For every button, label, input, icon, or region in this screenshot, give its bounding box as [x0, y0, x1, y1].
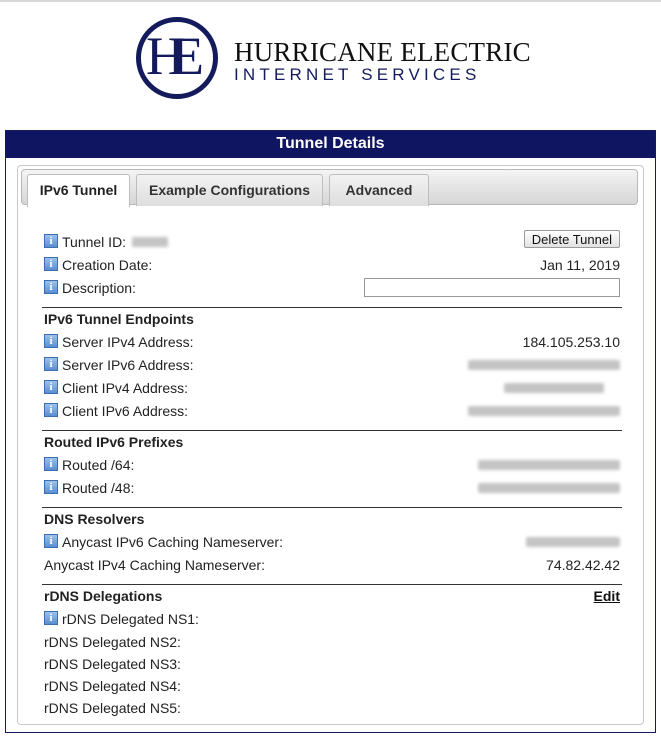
hurricane-electric-logo	[136, 17, 536, 107]
rdns-ns3-row	[44, 654, 620, 674]
tab-container	[17, 165, 644, 725]
info-icon[interactable]: i	[44, 334, 58, 348]
info-icon[interactable]: i	[44, 534, 58, 548]
server-ipv6-label: Server IPv6 Address:	[62, 357, 194, 373]
info-icon[interactable]: i	[44, 234, 58, 248]
rdns-ns4-label: rDNS Delegated NS4:	[44, 678, 181, 694]
routed-64-value-redacted	[478, 460, 620, 470]
logo-monogram: HE	[146, 26, 190, 86]
panel-title: Tunnel Details	[6, 131, 655, 158]
tunnel-details-panel	[5, 130, 656, 733]
rdns-ns2-label: rDNS Delegated NS2:	[44, 634, 181, 650]
delete-tunnel-button[interactable]: Delete Tunnel	[524, 230, 620, 248]
description-row	[44, 278, 620, 298]
rdns-ns5-label: rDNS Delegated NS5:	[44, 700, 181, 716]
anycast-ipv4-row	[44, 555, 620, 575]
tunnel-id-label: Tunnel ID:	[62, 234, 127, 250]
creation-date-label: Creation Date:	[62, 257, 153, 273]
rdns-ns2-row	[44, 632, 620, 652]
server-ipv4-label: Server IPv4 Address:	[62, 334, 194, 350]
rdns-edit-link[interactable]: Edit	[593, 588, 620, 604]
anycast-ipv6-value-redacted	[526, 537, 620, 547]
creation-date-value: Jan 11, 2019	[540, 257, 620, 273]
client-ipv6-row	[44, 401, 620, 421]
routed-48-label: Routed /48:	[62, 480, 135, 496]
client-ipv4-row	[44, 378, 620, 398]
server-ipv6-row	[44, 355, 620, 375]
top-border	[0, 0, 661, 2]
routed-64-row	[44, 455, 620, 475]
info-icon[interactable]: i	[44, 357, 58, 371]
rdns-heading-label: rDNS Delegations	[44, 588, 163, 604]
info-icon[interactable]: i	[44, 457, 58, 471]
rdns-heading	[44, 587, 620, 605]
section-divider	[42, 584, 622, 585]
section-divider	[42, 307, 622, 308]
dns-resolvers-heading: DNS Resolvers	[44, 511, 145, 527]
tab-example-configurations[interactable]: Example Configurations	[136, 174, 323, 206]
section-divider	[42, 430, 622, 431]
server-ipv4-value: 184.105.253.10	[522, 334, 620, 350]
routed-prefixes-heading: Routed IPv6 Prefixes	[44, 434, 184, 450]
anycast-ipv4-label: Anycast IPv4 Caching Nameserver:	[44, 557, 265, 573]
info-icon[interactable]: i	[44, 480, 58, 494]
routed-48-row	[44, 478, 620, 498]
routed-64-label: Routed /64:	[62, 457, 135, 473]
creation-date-row	[44, 255, 620, 275]
rdns-ns5-row	[44, 698, 620, 718]
tunnel-id-value-redacted	[132, 237, 168, 247]
tunnel-id-row	[44, 232, 620, 252]
logo-company-name: HURRICANE ELECTRIC	[234, 37, 531, 67]
rdns-ns1-row	[44, 609, 620, 629]
info-icon[interactable]: i	[44, 257, 58, 271]
tab-bar	[21, 169, 638, 205]
info-icon[interactable]: i	[44, 280, 58, 294]
client-ipv4-value-redacted	[504, 383, 604, 393]
rdns-ns3-label: rDNS Delegated NS3:	[44, 656, 181, 672]
client-ipv6-value-redacted	[468, 406, 620, 416]
tab-ipv6-tunnel[interactable]: IPv6 Tunnel	[27, 174, 130, 207]
info-icon[interactable]: i	[44, 380, 58, 394]
anycast-ipv6-row	[44, 532, 620, 552]
description-input[interactable]	[364, 278, 620, 297]
server-ipv4-row	[44, 332, 620, 352]
rdns-ns4-row	[44, 676, 620, 696]
info-icon[interactable]: i	[44, 611, 58, 625]
client-ipv4-label: Client IPv4 Address:	[62, 380, 189, 396]
client-ipv6-label: Client IPv6 Address:	[62, 403, 189, 419]
rdns-ns1-label: rDNS Delegated NS1:	[62, 611, 199, 627]
logo-subtitle: INTERNET SERVICES	[234, 65, 481, 84]
anycast-ipv4-value: 74.82.42.42	[546, 557, 620, 573]
section-divider	[42, 507, 622, 508]
anycast-ipv6-label: Anycast IPv6 Caching Nameserver:	[62, 534, 283, 550]
routed-48-value-redacted	[478, 483, 620, 493]
tab-advanced[interactable]: Advanced	[329, 174, 429, 206]
description-label: Description:	[62, 280, 136, 296]
endpoints-heading: IPv6 Tunnel Endpoints	[44, 311, 194, 327]
info-icon[interactable]: i	[44, 403, 58, 417]
server-ipv6-value-redacted	[468, 360, 620, 370]
